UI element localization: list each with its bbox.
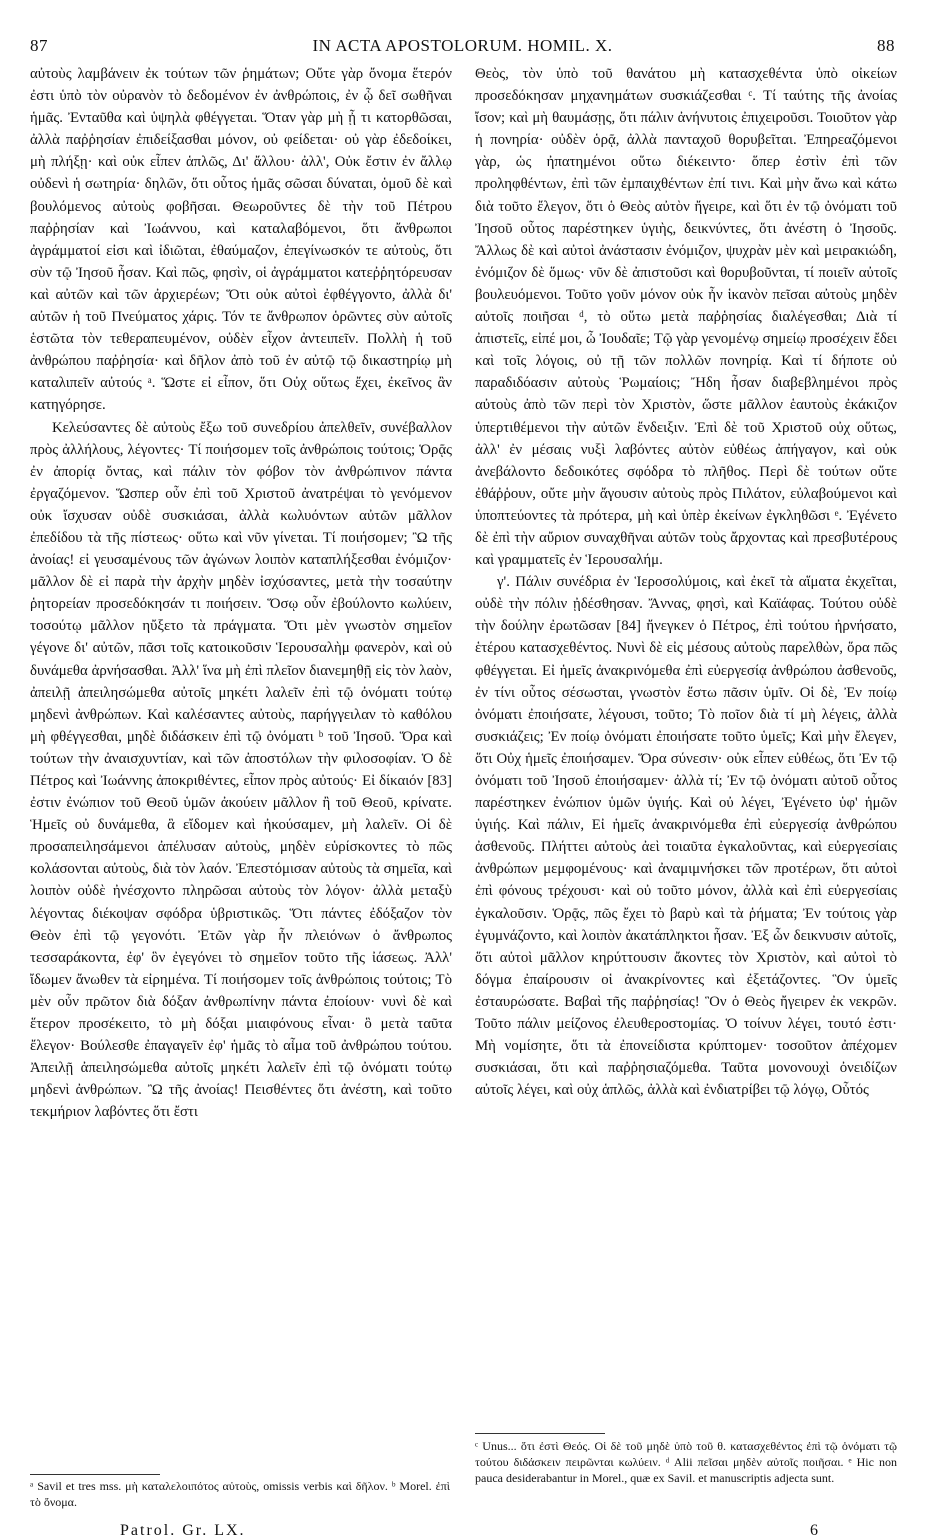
footnotes-right: ᶜ Unus... ὅτι ἐστὶ Θεός. Οἱ δὲ τοῦ μηδὲ ὑπὸ τοῦ θ. κατασχεθέντος ἐπὶ τῷ ὀνόματι τῷ τούτου διδάσκειν πειρῶνται κωλύειν. ᵈ Alii πεῖσαι μηδὲν αὐτοῖς ποιῆσαι. ᵉ Hic non pauca desiderabantur in Morel., quæ ex Savil. et manuscriptis adjecta sunt. — [475, 1439, 897, 1485]
page-number-left: 87 — [30, 36, 48, 55]
footnote-divider-right — [475, 1433, 605, 1434]
footnotes-left: ᵃ Savil et tres mss. μὴ καταλελοιπότος αὐτοὺς, omissis verbis καὶ δῆλον. ᵇ Morel. ἐπὶ τὸ ὄνομα. — [30, 1479, 450, 1509]
right-paragraph-2: γ'. Πάλιν συνέδρια ἐν Ἱεροσολύμοις, καὶ ἐκεῖ τὰ αἵματα ἐκχεῖται, οὐδὲ τὴν πόλιν ᾐδέσθησαν. Ἄννας, φησὶ, καὶ Καϊάφας. Τούτου οὐδὲ τὴν δούλην ἐρωτῶσαν [84] ἤνεγκεν ὁ Πέτρος, ἐπὶ τούτου ἠρνήσατο, ἑτέρου κατασχεθέντος. Νυνὶ δὲ εἰς μέσους αὐτοὺς παρελθὼν, ὅρα πῶς φθέγγεται. Εἰ ἡμεῖς ἀνακρινόμεθα ἐπὶ εὐεργεσίᾳ ἀνθρώπου ἀσθενοῦς, ἐν τίνι οὗτος σέσωσται, γνωστὸν ἔστω πᾶσιν ὑμῖν. Οἱ δὲ, Ἐν ποίῳ ὀνόματι ἐποιήσατε, λέγουσι, τοῦτο; Τὸ ποῖον διὰ τί μὴ λέγεις, ἀλλὰ συσκιάζεις; Ἐν ποίῳ ὀνόματι ἐποιήσατε τοῦτο ὑμεῖς; Καὶ μὴν ἔλεγεν, ὅτι Οὐχ ἡμεῖς ἐποιήσαμεν. Ὅρα σύνεσιν· οὐκ εἶπεν εὐθέως, ὅτι Ἐν τῷ ὀνόματι τοῦ Ἰησοῦ ἐποιήσαμεν· ἀλλὰ τί; Ἐν τῷ ὀνόματι αὐτοῦ οὗτος παρέστηκεν ἐνώπιον ὑμῶν ὑγιής. Καὶ οὐ λέγει, Ἐγένετο ὑφ' ἡμῶν ὑγιής. Καὶ πάλιν, Εἰ ἡμεῖς ἀνακρινόμεθα ἐπὶ εὐεργεσίᾳ ἀνθρώπου ἀσθενοῦς. Πλήττει αὐτοὺς ἀεὶ τοιαῦτα ἐγκαλοῦντας, καὶ εὐεργεσίαις ἀνθρώπων μεμφομένους· καὶ ἀναμιμνήσκει τῶν προτέρων, ὅτι αὐτοὶ ἐπὶ φόνους τρέχουσι· καὶ οὐ τοῦτο μόνον, ἀλλὰ καὶ ἐπὶ εὐεργεσίαις ἐγκαλοῦσιν. Ὁρᾷς, πῶς ἔχει τὸ βαρὺ καὶ τὰ ῥήματα; Ἐν τούτοις γὰρ ἐγυμνάζοντο, καὶ λοιπὸν ἀκατάπληκτοι ἦσαν. Ἐξ ὧν δεικνυσιν αὐτοῖς, ὅτι αὐτοὶ μᾶλλον κηρύττουσιν ἄκοντες τὸν Χριστὸν, καὶ αὐτοὶ τὸ δόγμα ἐπαίρουσιν οἱ ἀνακρίνοντες καὶ ἐξετάζοντες. Ὃν ὑμεῖς ἐσταυρώσατε. Βαβαὶ τῆς παῤῥησίας! Ὃν ὁ Θεὸς ἤγειρεν ἐκ νεκρῶν. Τοῦτο πάλιν μείζονος ἐλευθεροστομίας. Ὁ τοίνυν λέγει, τουτό ἐστι· Μὴ νομίσητε, ὅτι τὰ ἐπονείδιστα κρύπτομεν· τοσοῦτον ἀπέχομεν συσκιάσαι, ὅτι καὶ παῤῥησιαζόμεθα. Ταῦτα μονονουχὶ ὀνειδίζων αὐτοῖς λέγει, καὶ οὐχ ἁπλῶς, ἀλλὰ καὶ ἐνδιατρίβει τῷ λόγῳ, Οὗτός — [475, 574, 897, 1099]
right-column — [475, 63, 897, 1463]
footnote-divider-left — [30, 1474, 160, 1475]
left-paragraph-2: Κελεύσαντες δὲ αὐτοὺς ἔξω τοῦ συνεδρίου ἀπελθεῖν, συνέβαλλον πρὸς ἀλλήλους, λέγοντες· Τί ποιήσομεν τοῖς ἀνθρώποις τούτοις; Ὁρᾷς ἐν ἀπορίᾳ ὄντας, καὶ πάλιν τὸν φόβον τὸν ἀνθρώπινον πάντα ἐργαζόμενον. Ὥσπερ οὖν ἐπὶ τοῦ Χριστοῦ ἀνατρέψαι τὸ γενόμενον οὐκ ἴσχυσαν οὐδὲ συσκιάσαι, ἀλλὰ κωλυόντων αὐτῶν μᾶλλον ἐπεδίδου τὰ τῆς πίστεως· οὕτω καὶ νῦν γίνεται. Τί ποιήσομεν; Ὢ τῆς ἀνοίας! εἰ γευσαμένους τῶν ἀγώνων λοιπὸν καταπλήξεσθαι ἐνόμιζον· μᾶλλον δὲ εἰ παρὰ τὴν ἀρχὴν μηδὲν ἰσχύσαντες, μετὰ τὴν τοσαύτην ῥητορείαν προσεδόκησάν τι ποιήσειν. Ὅσῳ οὖν ἐβούλοντο κωλύειν, τοσούτῳ μᾶλλον ηὔξετο τὰ πράγματα. Ὅτι μὲν γνωστὸν σημεῖον γέγονε δι' αὐτῶν, πᾶσι τοῖς κατοικοῦσιν Ἱερουσαλὴμ φανερὸν, καὶ οὐ δυνάμεθα ἀρνήσασθαι. Ἀλλ' ἵνα μὴ ἐπὶ πλεῖον διανεμηθῇ εἰς τὸν λαὸν, ἀπειλῇ ἀπειλησώμεθα αὐτοῖς μηκέτι λαλεῖν ἐπὶ τῷ ὀνόματι τούτῳ μηδενὶ ἀνθρώπων. Καὶ καλέσαντες αὐτοὺς, παρήγγειλαν τὸ καθόλου μὴ φθέγγεσθαι, μηδὲ διδάσκειν ἐπὶ τῷ ὀνόματι ᵇ τοῦ Ἰησοῦ. Ὅρα καὶ τούτων τὴν ἀναισχυντίαν, καὶ τῶν ἀποστόλων τὴν φιλοσοφίαν. Ὁ δὲ Πέτρος καὶ Ἰωάννης ἀποκριθέντες, εἶπον πρὸς αὐτούς· Εἰ δίκαιόν [83] ἐστιν ἐνώπιον τοῦ Θεοῦ ὑμῶν ἀκούειν μᾶλλον ἢ τοῦ Θεοῦ, κρίνατε. Ἡμεῖς οὐ δυνάμεθα, ἃ εἴδομεν καὶ ἠκούσαμεν, μὴ λαλεῖν. Οἱ δὲ προσαπειλησάμενοι ἀπέλυσαν αὐτοὺς, μηδὲν εὑρίσκοντες τὸ πῶς κολάσονται αὐτοὺς, διὰ τὸν λαόν. Ἐπεστόμισαν αὐτοὺς τὰ σημεῖα, καὶ λοιπὸν οὐδὲ ἠνέσχοντο πληρῶσαι αὐτοὺς τὸν λόγον· ἀλλὰ μεταξὺ λέγοντας διέκοψαν σφόδρα ὑβριστικῶς. Ὅτι πάντες ἐδόξαζον τὸν Θεὸν ἐπὶ τῷ γεγονότι. Ἐτῶν γὰρ ἦν πλειόνων ὁ ἄνθρωπος τεσσαράκοντα, ἐφ' ὃν ἐγεγόνει τὸ σημεῖον τοῦτο τῆς ἰάσεως. Ἀλλ' ἴδωμεν ἄνωθεν τὰ εἰρημένα. Τί ποιήσομεν τοῖς ἀνθρώποις τούτοις; Τὸ μὲν οὖν πρῶτον διὰ δόξαν ἀνθρωπίνην πάντα ἐποίουν· νυνὶ δὲ καὶ ἕτερον προσέκειτο, τὸ μὴ δόξαι μιαιφόνους εἶναι· ὃ μετὰ ταῦτα ἔλεγον· Βούλεσθε ἐπαγαγεῖν ἐφ' ἡμᾶς τὸ αἷμα τοῦ ἀνθρώπου τούτου. Ἀπειλῇ ἀπειλησώμεθα αὐτοῖς μηκέτι λαλεῖν ἐπὶ τῷ ὀνόματι τούτῳ μηδενὶ ἀνθρώπων. Ὢ τῆς ἀνοίας! Πεισθέντες ὅτι ἀνέστη, καὶ τοῦτο τεκμήριον λαβόντες ὅτι ἔστι — [30, 419, 452, 1121]
left-paragraph-1: αὐτοὺς λαμβάνειν ἐκ τούτων τῶν ῥημάτων; Οὔτε γὰρ ὄνομα ἕτερόν ἐστι ὑπὸ τὸν οὐρανὸν τὸ δεδομένον ἐν ἀνθρώποις, ἐν ᾧ δεῖ σωθῆναι ἡμᾶς. Ἐνταῦθα καὶ ὑψηλὰ φθέγγεται. Ὅταν γὰρ μὴ ᾖ τι κατορθῶσαι, ἀλλὰ παῤῥησίαν ἐπιδείξασθαι μόνον, οὐ φείδεται· οὐ γὰρ ἐδεδοίκει, μὴ πλήξῃ· καὶ οὐκ εἶπεν ἁπλῶς, Δι' ἄλλου· ἀλλ', Οὐκ ἔστιν ἐν ἄλλῳ οὐδενὶ ἡ σωτηρία· δηλῶν, ὅτι οὗτος ἡμᾶς σῶσαι δύναται, ὁμοῦ δὲ καὶ βουλόμενος αὐτοὺς φοβῆσαι. Θεωροῦντες δὲ τὴν τοῦ Πέτρου παῤῥησίαν καὶ Ἰωάννου, καὶ καταλαβόμενοι, ὅτι ἄνθρωποι ἀγράμματοί εἰσι καὶ ἰδιῶται, ἐθαύμαζον, ἐπεγίνωσκόν τε αὐτοὺς, ὅτι σὺν τῷ Ἰησοῦ ἦσαν. Καὶ πῶς, φησὶν, οἱ ἀγράμματοι κατεῤῥητόρευσαν καὶ αὐτῶν καὶ τῶν ἀρχιερέων; Ὅτι οὐκ αὐτοὶ ἐφθέγγοντο, ἀλλὰ δι' αὐτῶν ἡ τοῦ Πνεύματος χάρις. Τόν τε ἄνθρωπον ὁρῶντες σὺν αὐτοῖς ἑστῶτα τὸν τεθεραπευμένον, οὐδὲν εἶχον ἀντειπεῖν. Πολλὴ ἡ τοῦ ἀνθρώπου παῤῥησία· καὶ δῆλον ἀπὸ τοῦ ἐν αὐτῷ τῷ δικαστηρίῳ μὴ καταλιπεῖν αὐτούς ᵃ. Ὥστε εἰ εἶπον, ὅτι Οὐχ οὕτως ἔχει, ἐκεῖνος ἂν κατηγόρησε. — [30, 66, 452, 414]
running-title: IN ACTA APOSTOLORUM. HOMIL. X. — [312, 36, 613, 55]
printer-signature — [120, 1522, 820, 1540]
left-column — [30, 63, 452, 1463]
page-number-right: 88 — [877, 36, 895, 55]
right-paragraph-1: Θεὸς, τὸν ὑπὸ τοῦ θανάτου μὴ κατασχεθέντα ὑπὸ οἰκείων προσεδόκησαν μηχανημάτων συσκιάζεσθαι ᶜ. Τί ταύτης τῆς ἀνοίας ἴσον; καὶ μὴ θαυμάσῃς, ὅτι πάλιν ἀνήνυτοις ἐπιχειροῦσι. Τοιοῦτον γὰρ ἡ πονηρία· οὐδὲν ὁρᾷ, ἀλλὰ πανταχοῦ θορυβεῖται. Ἐπηρεαζόμενοι γὰρ, ὡς ἠπατημένοι οὕτω διέκειντο· ὅπερ ἐστὶν ἐπὶ τῶν προληφθέντων, ἐπὶ τῶν ἐμπαιχθέντων ἐπί τινι. Καὶ μὴν ἄνω καὶ κάτω διὰ τοῦτο ἔλεγον, ὅτι ὁ Θεὸς αὐτὸν ἤγειρε, καὶ ὅτι ἐν τῷ ὀνόματι τοῦ Ἰησοῦ οὗτος παρέστηκεν ὑγιὴς, δεικνύντες, ὅτι ἀνέστη ὁ Ἰησοῦς. Ἄλλως δὲ καὶ αὐτοὶ ἀνάστασιν ἐνόμιζον, ψυχρὰν μὲν καὶ μειρακιώδη, ἐνόμιζον δὲ ὅμως· νῦν δὲ ἀπιστοῦσι καὶ θορυβοῦνται, τί ποιεῖν αὐτοῖς βουλευόμενοι. Τοῦτο γοῦν μόνον οὐκ ἦν ἱκανὸν πεῖσαι αὐτοὺς μηδὲν αὐτοῖς ποιῆσαι ᵈ, τὸ οὕτω μετὰ παῤῥησίας διαλέγεσθαι; Διὰ τί ἀπιστεῖς, εἰπέ μοι, ὦ Ἰουδαῖε; Τῷ γὰρ γενομένῳ σημείῳ προσέχειν ἔδει καὶ τοῖς λόγοις, οὐ τῇ τῶν πολλῶν πονηρίᾳ. Καὶ τί δήποτε οὐ παραδιδόασιν αὐτοὺς Ῥωμαίοις; Ἤδη ἦσαν διαβεβλημένοι πρὸς αὐτοὺς ἀπὸ τῶν περὶ τὸν Χριστὸν, ὥστε μᾶλλον ἑαυτοὺς ἐκάκιζον ὑπερτιθέμενοι τὴν αὐτῶν ἔνδειξιν. Ἐπὶ δὲ τοῦ Χριστοῦ οὐχ οὕτως, ἀλλ' ἐν μέσαις νυξὶ λαβόντες αὐτὸν εὐθέως ἀπήγαγον, καὶ οὐκ ἀνεβάλοντο δεδοικότες σφόδρα τὸ πλῆθος. Περὶ δὲ τούτων οὔτε ἐθάῤῥουν, οὔτε μὴν ἄγουσιν αὐτοὺς πρὸς Πιλάτον, εὐλαβούμενοι καὶ ὑποπτεύοντες τὰ πρότερα, μὴ καὶ ὑπὲρ ἐκείνων ἐγκληθῶσι ᵉ. Ἐγένετο δὲ ἐπὶ τὴν αὔριον συναχθῆναι αὐτῶν τοὺς ἄρχοντας καὶ πρεσβυτέρους καὶ γραμματεῖς ἐν Ἱερουσαλήμ. — [475, 66, 897, 569]
running-header — [30, 36, 895, 58]
signature-series: Patrol. Gr. LX. — [120, 1522, 246, 1539]
signature-number: 6 — [810, 1522, 820, 1539]
